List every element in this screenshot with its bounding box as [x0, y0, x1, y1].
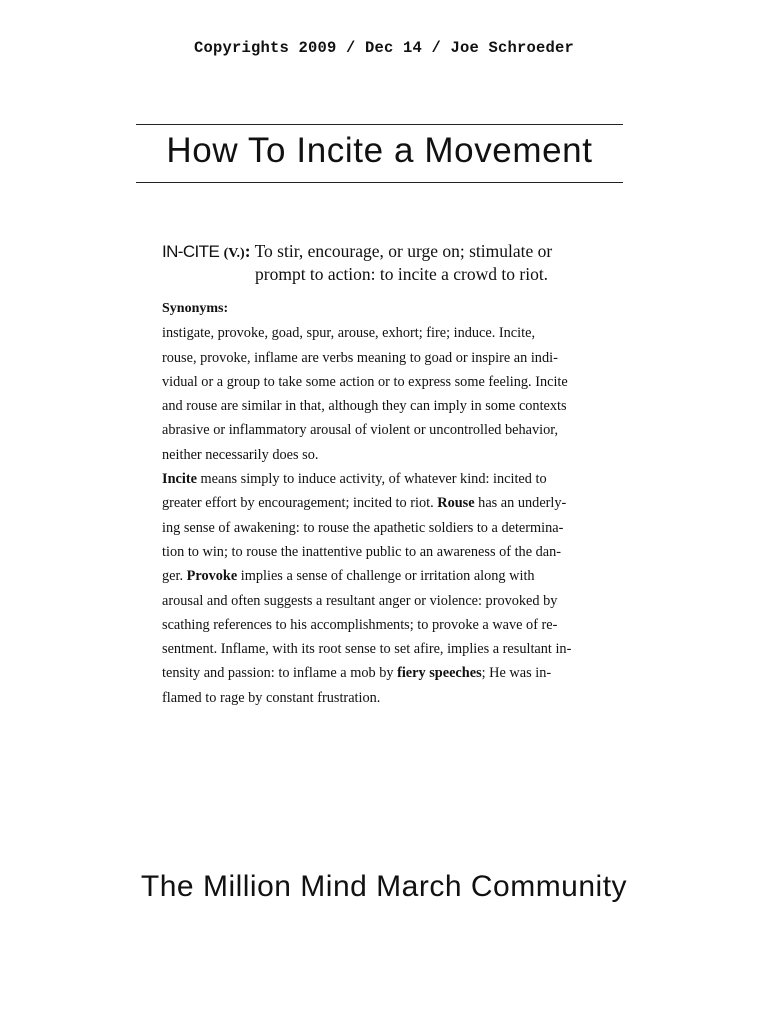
usage-text: ; He was in-: [481, 665, 552, 682]
usage-line: [162, 564, 572, 588]
usage-section: [162, 467, 572, 710]
usage-text: ger.: [162, 568, 187, 585]
usage-line: scathing references to his accomplishments; to provoke a wave of re-: [162, 616, 558, 633]
usage-text: greater effort by encouragement; incited to riot.: [162, 495, 438, 512]
keyword-provoke: Provoke: [186, 568, 238, 585]
usage-line: [162, 467, 572, 491]
title-bottom-rule: [136, 182, 623, 183]
usage-line: ing sense of awakening: to rouse the apathetic soldiers to a determina-: [162, 519, 564, 536]
synonyms-heading: Synonyms:: [162, 301, 229, 316]
definition-line-1: To stir, encourage, or urge on; stimulate or: [250, 241, 553, 261]
usage-line: tion to win; to rouse the inattentive public to an awareness of the dan-: [162, 543, 562, 560]
usage-line: [162, 661, 572, 685]
copyright-notice: Copyrights 2009 / Dec 14 / Joe Schroeder: [193, 39, 575, 57]
definition-part-of-speech: (V.): [223, 246, 245, 261]
title-top-rule: [136, 124, 623, 125]
page-title: How To Incite a Movement: [166, 131, 593, 170]
usage-line: flamed to rage by constant frustration.: [162, 689, 381, 706]
keyword-fiery-speeches: fiery speeches: [397, 665, 482, 682]
synonyms-line: neither necessarily does so.: [162, 446, 319, 463]
usage-text: implies a sense of challenge or irritation along with: [237, 568, 535, 585]
body-text: [162, 297, 572, 710]
synonyms-line: instigate, provoke, goad, spur, arouse, exhort; fire; induce. Incite,: [162, 325, 536, 342]
keyword-incite: Incite: [162, 471, 197, 488]
synonyms-section: [162, 297, 572, 467]
usage-line: arousal and often suggests a resultant anger or violence: provoked by: [162, 592, 558, 609]
usage-text: tensity and passion: to inflame a mob by: [162, 665, 398, 682]
synonyms-line: and rouse are similar in that, although they can imply in some contexts: [162, 398, 567, 415]
usage-line: sentment. Inflame, with its root sense to set afire, implies a resultant in-: [162, 641, 572, 658]
definition-line-2: prompt to action: to incite a crowd to riot.: [255, 264, 549, 284]
synonyms-line: vidual or a group to take some action or to express some feeling. Incite: [162, 373, 568, 390]
definition: [162, 241, 622, 285]
synonyms-line: abrasive or inflammatory arousal of violent or uncontrolled behavior,: [162, 422, 559, 439]
definition-term: IN-CITE: [162, 242, 220, 261]
definition-colon: :: [244, 241, 251, 261]
synonyms-line: rouse, provoke, inflame are verbs meaning to goad or inspire an indi-: [162, 349, 558, 366]
community-footer: The Million Mind March Community: [140, 870, 628, 903]
keyword-rouse: Rouse: [437, 495, 475, 512]
usage-line: [162, 491, 572, 515]
usage-text: has an underly-: [474, 495, 567, 512]
usage-text: means simply to induce activity, of whatever kind: incited to: [196, 471, 547, 488]
